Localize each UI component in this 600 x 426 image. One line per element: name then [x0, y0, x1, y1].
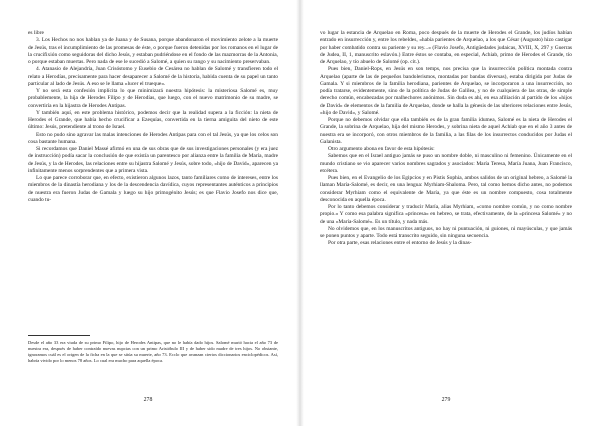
- paragraph: Lo que parece corroborar que, en efecto, existieron algunos lazos, tanto familiares como de intereses, entre los miembros de la dinastía herodiana y los de la descendencia davídica, cuyos representantes auténticos a principios de nuestra era fueron Judas de Gamala y luego su hijo primogénito Jesús; es que Flavio Josefo nos dice que, cuando tu-: [28, 175, 278, 203]
- paragraph: Otro argumento abona en favor de esta hipótesis:: [328, 146, 435, 152]
- paragraph: 4. Atanasio de Alejandría, Juan Crisóstomo y Eusebio de Cesárea no hablan de Salomé y transfieren todo el relato a Herodías, precisamente para hacer desaparecer a Salomé de la historia, habida cuenta de su papel un tanto particular al lado de Jesús. A eso se le llama «lucer el trueque».: [28, 66, 278, 87]
- paragraph: Pues bien, en el Evangelio de los Egipcios y en Pistis Sophia, ambos salidos de un original hebreo, a Salomé la llaman María-Salomé, es decir, en una lengua: Myrhiam-Shaloma. Pero, tal como hemos dicho antes, no podemos considerar Myrhiam como el equivalente de María, ya que éste es un nombre compuesto, cosa totalmente desconocida en aquella época.: [320, 175, 572, 203]
- paragraph: Si recordamos que Daniel Massé afirmó en una de sus obras que de sus investigaciones personales (y era juez de instrucción) podía sacar la conclusión de que existía un parentesco por alianza entre la familia de María, madre de Jesús, y la de Herodes, las relaciones entre su hijastra Salomé y Jesús, sobre todo, «hijo de David», aparecen ya infinitamente menos sorprendentes que a primera vista.: [28, 146, 278, 174]
- footnote: Desde el año 33 era viuda de su primo Filipo, hijo de Herodes Antipas, que no le había dado hijos. Salomé murió hacia el año 73 de nuestra era, después de haber contraído nuevas nupcias con un primo Aristóbulo III y de haber sido madre de tres hijos. No obstante, ignoramos cuál es el origen de la ficha en la que se sitúa su muerte, año 73. Ecclo que avanzan ciertos diccionarios enciclopédicos. Así, habría vivido por lo menos 78 años. Lo cual era mucho para aquella época.: [28, 340, 278, 364]
- right-page: [304, 0, 600, 426]
- book-gutter: [296, 0, 304, 426]
- page-number: 278: [143, 397, 153, 403]
- paragraph: Pues bien, Daniel-Rops, en Jesús en son temps, nos precisa que la insurrección política montada contra Arquelao (aparte de las de pequeños bandolerismos, montadas por bandas diversas), estaba dirigida por Judas de Gamala. Y si miembros de la familia herodiana, parientes de Arquelao, se incorporaron a una insurrección, no podía tratarse, evidentemente, sino de la política de Judas de Galilea, y no de cualquiera de las otras, de simple derecho común, encabezadas por malhechores anónimos. Sin duda es ahí, en esa afiliación al partido de los «hijos de David» de elementos de la familia de Arquelao, donde se halla la génesis de las ulteriores relaciones entre Jesús, «hijo de David», y Salomé.: [320, 66, 572, 116]
- paragraph: Por otra parte, esas relaciones entre el entorno de Jesús y la dinas-: [328, 240, 472, 247]
- paragraph: Y no será esta confesión implícita lo que minimizará nuestra hipótesis: la misteriosa Salomé es, muy probablemente, la hija de Herodes Filipo y de Herodías, que luego, con el nuevo matrimonio de su madre, se convertiría en la hijastra de Herodes Antipas.: [28, 88, 278, 109]
- left-page: [0, 0, 296, 426]
- right-page-body: [320, 30, 572, 248]
- page-number: 279: [441, 397, 451, 403]
- paragraph: vo lugar la estancia de Arquelao en Roma, poco después de la muerte de Herodes el Grande, los judíos habían entrado en insurrección y, entre los rebeldes, «había parientes de Arquelao, a los que César (Augusto) hizo castigar por haber combatido contra su pariente y su rey...» (Flavio Josefo, Antigüedades judaicas, XVIII, X, 297 y Guerras de Judea, II, 1, manuscrito eslavón.) Entre éstos se contaba, en especial, Achiab, primo de Herodes el Grande, tío de Arquelao, y tío abuelo de Salomé (op. cit.).: [320, 30, 572, 65]
- paragraph: Porque no debemos olvidar que ella también es de la gran familia idumea, Salomé es la nieta de Herodes el Grande, la sobrina de Arquelao, hija del mismo Herodes, y sobrina nieta de aquel Achiab que en el año 3 antes de nuestra era se incorporó, con otros miembros de la familia, a las filas de los insurrectos conducidos por Judas el Galanista.: [320, 117, 572, 145]
- paragraph: 3. Los Hechos no nos hablan ya de Juana y de Susana, porque abandonaron el movimiento zelote a la muerte de Jesús, tras el incumplimiento de las promesas de éste, o porque fueron detenidas por los romanos en el lugar de la crucifixión como seguidoras del dicho Jesús, y estaban pudriéndose en el fondo de las mazmorras de la Antonia, o porque estaban muertas. Pero nada de ese le sucedió a Salomé, a quien su rango y su nacimiento preservaban.: [28, 37, 278, 65]
- paragraph: es libre: [28, 30, 44, 36]
- paragraph: Esto no pudo sino agravar las malas intenciones de Herodes Antipas para con el tal Jesús, ya que los celos son cosa bastante humana.: [28, 131, 278, 145]
- paragraph: No olvidemos que, en los manuscritos antiguos, no hay ni puntuación, ni guiones, ni mayúsculas, y que jamás se ponen puntos y aparte. Todo está transcrito seguido, sin ninguna secuencia.: [320, 225, 572, 239]
- paragraph: Por lo tanto debemos considerar y traducir María, alias Myrhiam, «como nombre común, y no como nombre propio.» Y como esa palabra significa «princesa» en hebreo, se trata, efectivamente, de la «princesa Salomé» y no de una «María-Salomé». Es un título, y nada más.: [320, 204, 572, 225]
- footnote-rule: [28, 335, 90, 336]
- left-page-body: [28, 30, 278, 204]
- paragraph: Sabemos que en el Israel antiguo jamás se puso un nombre doble, ni masculino ni femenino. Únicamente en el mundo cristiano se vio aparecer varios nombres sagrados y asociados: María Teresa, María Juana, Juan Francisco, etcétera.: [320, 153, 572, 174]
- paragraph: Y también aquí, en este problema histórico, podemos decir que la realidad supera a la ficción: la nieta de Herodes el Grande, que había hecho crucificar a Ezequías, convertida en la tierna amiguita del nieto de este último: Jesús, pretendiente al trono de Israel.: [28, 109, 278, 131]
